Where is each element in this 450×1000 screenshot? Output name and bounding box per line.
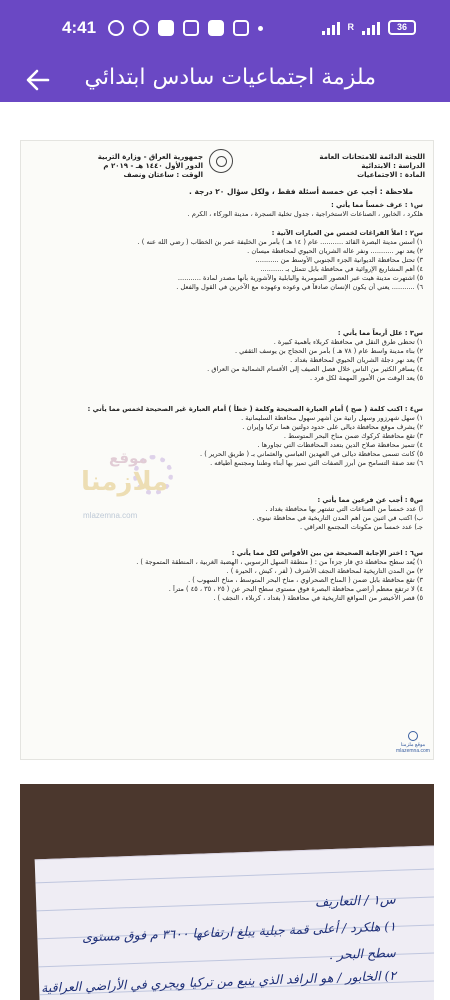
notification-icons [108, 20, 263, 36]
question-2: س٢ : املأ الفراغات لخمس من العبارات الآتية : ١) أسس مدينة البصرة القائد ........... عام ( ١٤ هـ ) بأمر من الخليفة عمر بن الخطاب ( رضي الله عنه ) . ٢) يعد نهر ........... ونفر عاله الشريان الحيوي لمحافظة ميسان . ٣) تحتل محافظة الديوانية الجزء الجنوبي الأوسط من ........... ٤) أهم المشاريع الإروائية في محافظة بابل تتمثل بـ ........... ٥) اشتهرت مدينة هيت عبر العصور السومرية والبابلية والآشورية بأنها مصدر لمادة ........... ٦) ........... يعني أن يكون الإنسان صادقاً في وعوده وعهوده مع الآخرين في القول والفعل . [137, 229, 423, 291]
handwritten-notebook-image [20, 784, 434, 1000]
doc-header-left: جمهورية العراق - وزارة التربية الدور الأول ١٤٤٠ هـ - ٢٠١٩ م الوقت : ساعتان ونصف [97, 153, 203, 179]
discord-icon [158, 20, 174, 36]
handwritten-line: سطح البحر . [329, 944, 397, 963]
status-time: 4:41 [62, 18, 97, 37]
content-scroll-area[interactable] [0, 102, 450, 1000]
download-app-icon [208, 20, 224, 36]
signal-icon [322, 19, 340, 35]
site-watermark: موقع ملازمنا mlazemna.com [71, 449, 181, 529]
doc-header-right: اللجنة الدائمة للامتحانات العامة الدراسة : الابتدائية المادة : الاجتماعيات [319, 153, 425, 179]
messenger-icon [133, 20, 149, 36]
question-1: س١ : عرف خمساً مما يأتي : هلكرد ، الخابور ، الصناعات الاستخراجية ، جدول تخلية السجرة ، مدينة الوركاء ، الكرم . [187, 201, 423, 218]
whatsapp-icon [108, 20, 124, 36]
question-5: س٥ : أجب عن فرعين مما يأتي : أ) عدد خمساً من الصناعات التي تشتهر بها محافظة بغداد . ب) اكتب في اثنين من أهم المدن التاريخية في محافظة نينوى . جـ) عدد خمساً من مكونات المجتمع العراقي . [252, 496, 423, 531]
handwritten-line: ١) هلكرد / أعلى قمة جبلية يبلغ ارتفاعها ٣٦٠٠ م فوق مستوى [81, 918, 397, 945]
network-label: R [347, 22, 354, 32]
footer-site-logo: موقع ملزمنا mlazemna.com [391, 731, 434, 754]
question-6: س٦ : اختر الإجابة الصحيحة من بين الأقواس لكل مما يأتي : ١) يُعد سطح محافظة ذي قار جزءاً من : ( منطقة السهل الرسوبي ، الهضبة الغربية ، المنطقة المتموجة ) . ٢) من المدن التاريخية لمحافظة النجف الأشرف ( لُفر ، كيش ، الحيرة ) . ٣) تقع محافظة بابل ضمن ( المناخ الصحراوي ، مناخ البحر المتوسط ، مناخ السهوب ) . ٤) لا ترتفع معظم أراضي محافظة البصرة فوق مستوى سطح البحر عن ( ٢٥ ، ٣٥ ، ٤٥ ) متراً . ٥) قصر الأخيضر من المواقع التاريخية في محافظة ( بغداد ، كربلاء ، النجف ) . [136, 549, 423, 602]
site-logo-icon [408, 731, 418, 741]
instagram-icon [183, 20, 199, 36]
gmail-icon [233, 20, 249, 36]
app-bar [0, 60, 450, 102]
ministry-seal-icon [209, 149, 233, 173]
handwritten-heading: س١ / التعاريف [315, 892, 397, 911]
page-title: ملزمة اجتماعيات سادس ابتدائي [84, 65, 376, 90]
battery-icon: 36 [388, 20, 416, 35]
question-4: س٤ : اكتب كلمة ( صح ) أمام العبارة الصحيحة وكلمة ( خطأ ) أمام العبارة غير الصحيحة لخمس مما يأتي : ١) سهل شهرزور وسهل رانية من أشهر سهول محافظة السليمانية . ٢) يشرف موقع محافظة ديالى على حدود دولتين هما تركيا وإيران . ٣) تقع محافظة كركوك ضمن مناخ البحر المتوسط . ٤) تتميز محافظة صلاح الدين بتعدد المحافظات التي تجاورها . ٥) كانت تسمى محافظة ديالى في العهدين العباسي والعثماني بـ ( طريق الحرير ) . ٦) تعد صفة التسامح من أبرز الصفات التي تميز بها أبناء وطننا ومجتمع أطيافه . [87, 405, 423, 467]
question-3: س٣ : علل أربعاً مما يأتي : ١) تحظى طرق النقل في محافظة كربلاء بأهمية كبيرة . ٢) بناء مدينة واسط عام ( ٧٨ هـ ) بأمر من الحجاج بن يوسف الثقفي . ٣) يعد نهر دجلة الشريان الحيوي لمحافظة بغداد . ٤) يسافر الكثير من الناس خلال فصل الصيف إلى الأقسام الشمالية من العراق . ٥) يعد الوقت من الأمور المهمة لكل فرد . [207, 329, 423, 382]
exam-document-image [20, 140, 434, 760]
arrow-back-icon [22, 64, 54, 96]
signal-icon-2 [362, 19, 380, 35]
handwritten-line: ٢) الخابور / هو الرافد الذي ينبع من تركيا ويجري في الأراضي العراقية [40, 967, 397, 996]
exam-note: ملاحظة : أجب عن خمسة أسئلة فقط ، ولكل سؤال ٢٠ درجة . [189, 187, 413, 196]
status-bar [0, 0, 450, 60]
more-notifications-dot-icon [258, 26, 263, 31]
system-icons [322, 19, 417, 35]
back-button[interactable] [22, 64, 54, 96]
